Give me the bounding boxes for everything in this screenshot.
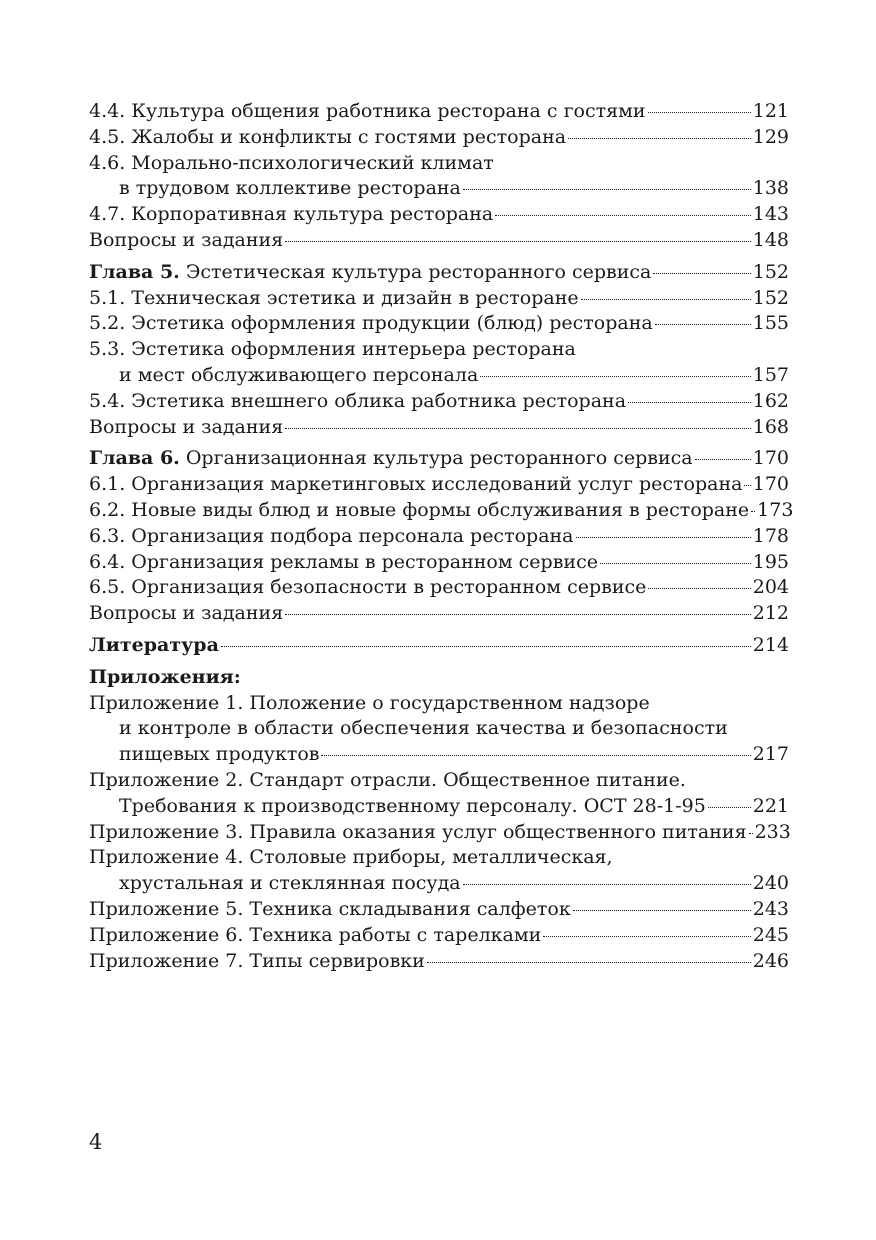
toc-entry xyxy=(89,202,789,228)
toc-entry-title: 4.4. Культура общения работника ресторана с гостями xyxy=(89,100,646,122)
toc-entry-page: 221 xyxy=(752,794,789,817)
toc-entry-title: 6.3. Организация подбора персонала ресторана xyxy=(89,524,574,547)
dot-leader xyxy=(221,646,751,647)
toc-entry-page: 168 xyxy=(752,415,789,438)
table-of-contents xyxy=(89,99,794,974)
dot-leader xyxy=(751,511,755,512)
toc-entry-title: 4.6. Морально-психологический климат xyxy=(89,151,494,174)
dot-leader xyxy=(655,324,751,325)
toc-entry-page: 152 xyxy=(752,260,789,283)
toc-entry-title: 4.7. Корпоративная культура ресторана xyxy=(89,203,494,226)
toc-entry xyxy=(89,742,789,768)
toc-entry-title: Приложение 1. Положение о государственном надзоре xyxy=(89,691,650,714)
toc-entry-page: 138 xyxy=(752,177,789,200)
toc-entry-page: 152 xyxy=(752,286,789,309)
toc-entry-title: 6.4. Организация рекламы в ресторанном сервисе xyxy=(89,550,598,573)
toc-entry xyxy=(89,363,789,389)
toc-entry-title: Приложение 2. Стандарт отрасли. Общественное питание. xyxy=(89,768,686,791)
toc-entry xyxy=(89,871,789,897)
dot-leader xyxy=(708,807,751,808)
toc-entry xyxy=(89,228,789,254)
toc-entry xyxy=(89,524,789,550)
chapter-name: Организационная культура ресторанного сервиса xyxy=(185,447,693,470)
dot-leader xyxy=(628,402,751,403)
toc-entry-title: Приложение 6. Техника работы с тарелками xyxy=(89,923,542,946)
toc-entry-title-cont: в трудовом коллективе ресторана xyxy=(119,177,461,200)
page-number: 4 xyxy=(89,1130,103,1154)
toc-entry xyxy=(89,949,789,975)
toc-entry-page: 162 xyxy=(752,389,789,412)
toc-entry-page: 243 xyxy=(752,897,789,920)
dot-leader xyxy=(480,376,750,377)
dot-leader xyxy=(648,588,750,589)
toc-entry-title: Приложение 7. Типы сервировки xyxy=(89,949,425,972)
appendices-heading xyxy=(89,665,789,691)
toc-entry-page: 173 xyxy=(757,498,794,521)
toc-entry-title: 5.3. Эстетика оформления интерьера ресторана xyxy=(89,338,576,361)
toc-entry-page: 217 xyxy=(752,743,789,766)
toc-entry-page: 212 xyxy=(752,602,789,625)
dot-leader xyxy=(573,910,751,911)
toc-entry-title: Вопросы и задания xyxy=(89,228,284,251)
dot-leader xyxy=(427,962,751,963)
toc-entry-title-cont: Требования к производственному персоналу. ОСТ 28-1-95 xyxy=(119,794,706,817)
dot-leader xyxy=(576,537,751,538)
toc-entry xyxy=(89,550,789,576)
chapter-label: Глава 6. xyxy=(89,447,180,470)
toc-entry xyxy=(89,923,789,949)
toc-entry-title-cont: пищевых продуктов xyxy=(119,743,320,766)
toc-entry-page: 148 xyxy=(752,228,789,251)
toc-entry-page: 143 xyxy=(752,203,789,226)
toc-chapter-title xyxy=(89,446,693,472)
toc-chapter xyxy=(89,446,789,472)
dot-leader xyxy=(285,241,751,242)
toc-entry-title: Приложение 3. Правила оказания услуг общественного питания xyxy=(89,820,747,843)
literature-title: Литература xyxy=(89,633,219,656)
dot-leader xyxy=(543,936,750,937)
toc-chapter-title xyxy=(89,260,651,286)
toc-entry xyxy=(89,311,789,337)
dot-leader xyxy=(285,428,751,429)
toc-entry xyxy=(89,498,794,524)
toc-entry-title: Вопросы и задания xyxy=(89,415,284,438)
toc-entry-page: 204 xyxy=(752,576,789,599)
toc-entry xyxy=(89,472,789,498)
dot-leader xyxy=(463,884,751,885)
dot-leader xyxy=(495,215,750,216)
toc-entry xyxy=(89,125,789,151)
toc-entry-page: 170 xyxy=(752,447,789,470)
dot-leader xyxy=(285,614,751,615)
chapter-label: Глава 5. xyxy=(89,260,180,283)
toc-entry xyxy=(89,176,789,202)
toc-entry-page: 121 xyxy=(752,100,789,122)
toc-entry-title: Приложение 4. Столовые приборы, металлическая, xyxy=(89,846,613,869)
dot-leader xyxy=(581,299,751,300)
toc-entry xyxy=(89,389,789,415)
dot-leader xyxy=(648,112,751,113)
toc-entry xyxy=(89,286,789,312)
toc-entry-title: 6.1. Организация маркетинговых исследований услуг ресторана xyxy=(89,473,743,496)
toc-entry-title: 4.5. Жалобы и конфликты с гостями ресторана xyxy=(89,125,567,148)
toc-entry-page: 157 xyxy=(752,363,789,386)
toc-entry-title-cont: хрустальная и стеклянная посуда xyxy=(119,872,461,895)
toc-entry-page: 240 xyxy=(752,872,789,895)
dot-leader xyxy=(744,485,750,486)
toc-entry-title: 6.2. Новые виды блюд и новые формы обслуживания в ресторане xyxy=(89,498,750,521)
dot-leader xyxy=(600,563,751,564)
dot-leader xyxy=(653,273,750,274)
toc-entry-title: 5.2. Эстетика оформления продукции (блюд) ресторана xyxy=(89,312,653,335)
toc-entry-page: 129 xyxy=(752,125,789,148)
toc-entry-page: 195 xyxy=(752,550,789,573)
toc-entry-title: 5.1. Техническая эстетика и дизайн в ресторане xyxy=(89,286,579,309)
dot-leader xyxy=(749,833,753,834)
dot-leader xyxy=(695,459,751,460)
toc-entry xyxy=(89,415,789,441)
toc-literature xyxy=(89,633,789,659)
toc-entry-page: 170 xyxy=(752,473,789,496)
dot-leader xyxy=(463,189,751,190)
toc-entry xyxy=(89,794,789,820)
toc-entry-title: 6.5. Организация безопасности в ресторанном сервисе xyxy=(89,576,647,599)
toc-entry-page: 178 xyxy=(752,524,789,547)
dot-leader xyxy=(321,755,750,756)
toc-entry xyxy=(89,897,789,923)
toc-entry-title: Приложение 5. Техника складывания салфеток xyxy=(89,897,571,920)
toc-chapter xyxy=(89,260,789,286)
toc-entry-page: 214 xyxy=(752,633,789,656)
appendices-heading-text: Приложения: xyxy=(89,665,241,688)
toc-entry-page: 246 xyxy=(752,949,789,972)
toc-entry-page: 245 xyxy=(752,923,789,946)
toc-entry-page: 155 xyxy=(752,312,789,335)
toc-entry-title-cont: и мест обслуживающего персонала xyxy=(119,363,479,386)
toc-entry xyxy=(89,575,789,601)
toc-entry-page: 233 xyxy=(754,820,791,843)
toc-entry xyxy=(89,99,789,125)
toc-entry xyxy=(89,820,789,846)
toc-entry-title-cont: и контроле в области обеспечения качества и безопасности xyxy=(119,717,728,740)
toc-entry-title: 5.4. Эстетика внешнего облика работника ресторана xyxy=(89,389,627,412)
toc-entry-title: Вопросы и задания xyxy=(89,602,284,625)
chapter-name: Эстетическая культура ресторанного сервиса xyxy=(185,260,652,283)
dot-leader xyxy=(568,138,751,139)
toc-entry xyxy=(89,601,789,627)
